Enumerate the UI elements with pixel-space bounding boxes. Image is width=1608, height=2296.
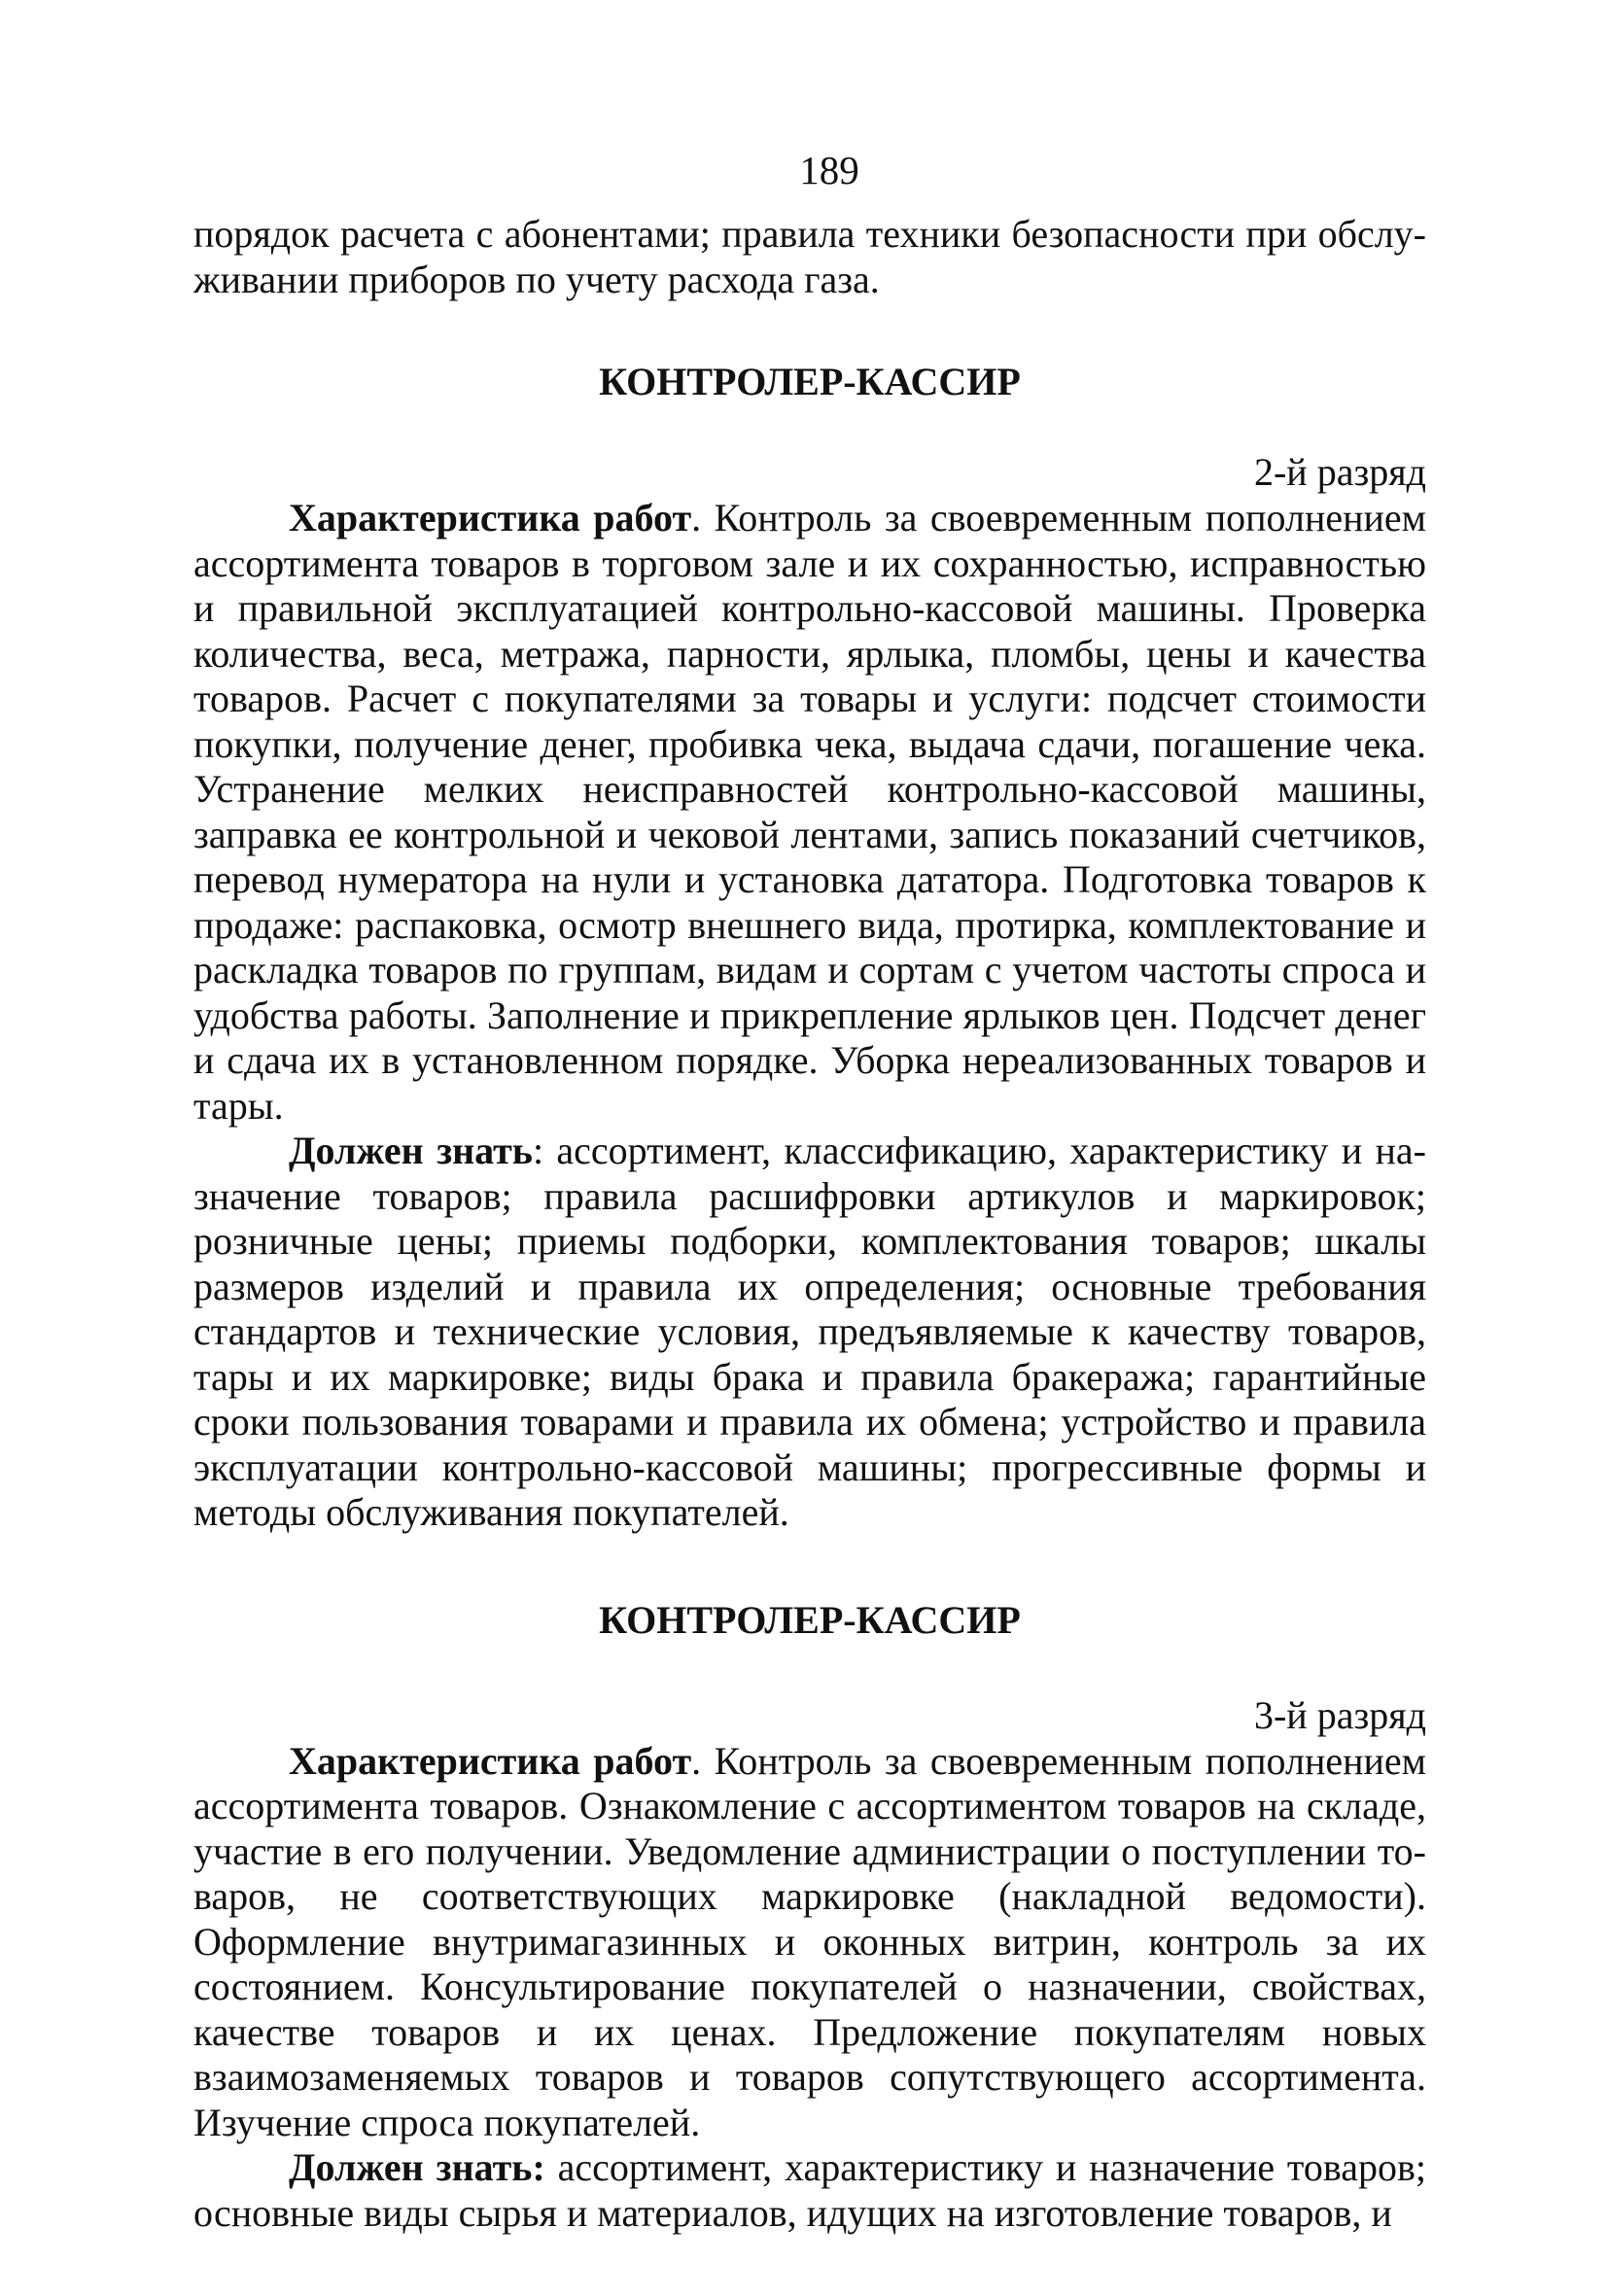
section-title: КОНТРОЛЕР-КАССИР <box>599 360 1021 403</box>
page-number: 189 <box>799 148 859 192</box>
work-characteristics-text: . Контроль за своевременным пополнением ассортимента товаров в торговом зале и их сохранностью, исправностью и правильной эксплуатацией контрольно-кассовой машины. Проверка количества, веса, метража, парности, ярлыка, пломбы, цены и качества товаров. Расчет с покупателями за товары и услуги: подсчет стоимости покупки, получение денег, пробивка чека, выдача сдачи, погашение чека. Устранение мелких неисправностей контрольно-кассовой машины, заправка ее контрольной и чековой лентами, запись показаний счетчиков, перевод нумератора на нули и установка дататора. Подготовка товаров к продаже: распаковка, осмотр внешнего вида, протирка, комплектование и раскладка товаров по группам, видам и сортам с учетом частоты спроса и удобства работы. Заполнение и прикрепление ярлыков цен. Подсчет денег и сдача их в установленном порядке. Уборка нереализованных товаров и тары. <box>193 496 1426 1128</box>
work-characteristics-label: Характеристика работ <box>289 1738 692 1783</box>
required-knowledge-paragraph <box>193 1129 1426 1536</box>
required-knowledge-paragraph <box>193 2145 1426 2236</box>
grade-label: 2-й разряд <box>1253 450 1426 494</box>
required-knowledge-label: Должен знать <box>289 1129 533 1172</box>
section-title: КОНТРОЛЕР-КАССИР <box>599 1597 1021 1642</box>
work-characteristics-paragraph <box>193 496 1426 1129</box>
work-characteristics-label: Характеристика работ <box>289 496 692 539</box>
grade-label: 3-й разряд <box>1253 1692 1426 1737</box>
work-characteristics-paragraph <box>193 1739 1426 2146</box>
intro-paragraph: порядок расчета с абонентами; правила техники безопасности при обслуживании приборов по учету расхода газа. <box>193 212 1426 301</box>
document-page <box>193 146 1426 2236</box>
required-knowledge-text: ассортимент, характеристику и назначение товаров; основные виды сырья и материалов, идущих на изготовление товаров, и <box>193 2145 1427 2235</box>
work-characteristics-text: . Контроль за своевременным пополнением ассортимента товаров. Ознакомление с ассортиментом товаров на складе, участие в его получении. Уведомление администрации о поступлении товаров, не соответствующих маркировке (накладной ведомости). Оформление внутримагазинных и оконных витрин, контроль за их состоянием. Консультирование покупателей о назначении, свойствах, качестве товаров и их ценах. Предложение покупателям новых взаимозаменяемых товаров и товаров сопутствующего ассортимента. Изучение спроса покупателей. <box>193 1738 1426 2144</box>
required-knowledge-text: : ассортимент, классификацию, характеристику и назначение товаров; правила расшифровки артикулов и маркировок; розничные цены; приемы подборки, комплектования товаров; шкалы размеров изделий и правила их определения; основные требования стандартов и технические условия, предъявляемые к качеству товаров, тары и их маркировке; виды брака и правила бракеража; гарантийные сроки пользования товарами и правила их обмена; устройство и правила эксплуатации контрольно-кассовой машины; прогрессивные формы и методы обслуживания покупателей. <box>193 1129 1426 1534</box>
required-knowledge-label: Должен знать: <box>289 2145 545 2189</box>
